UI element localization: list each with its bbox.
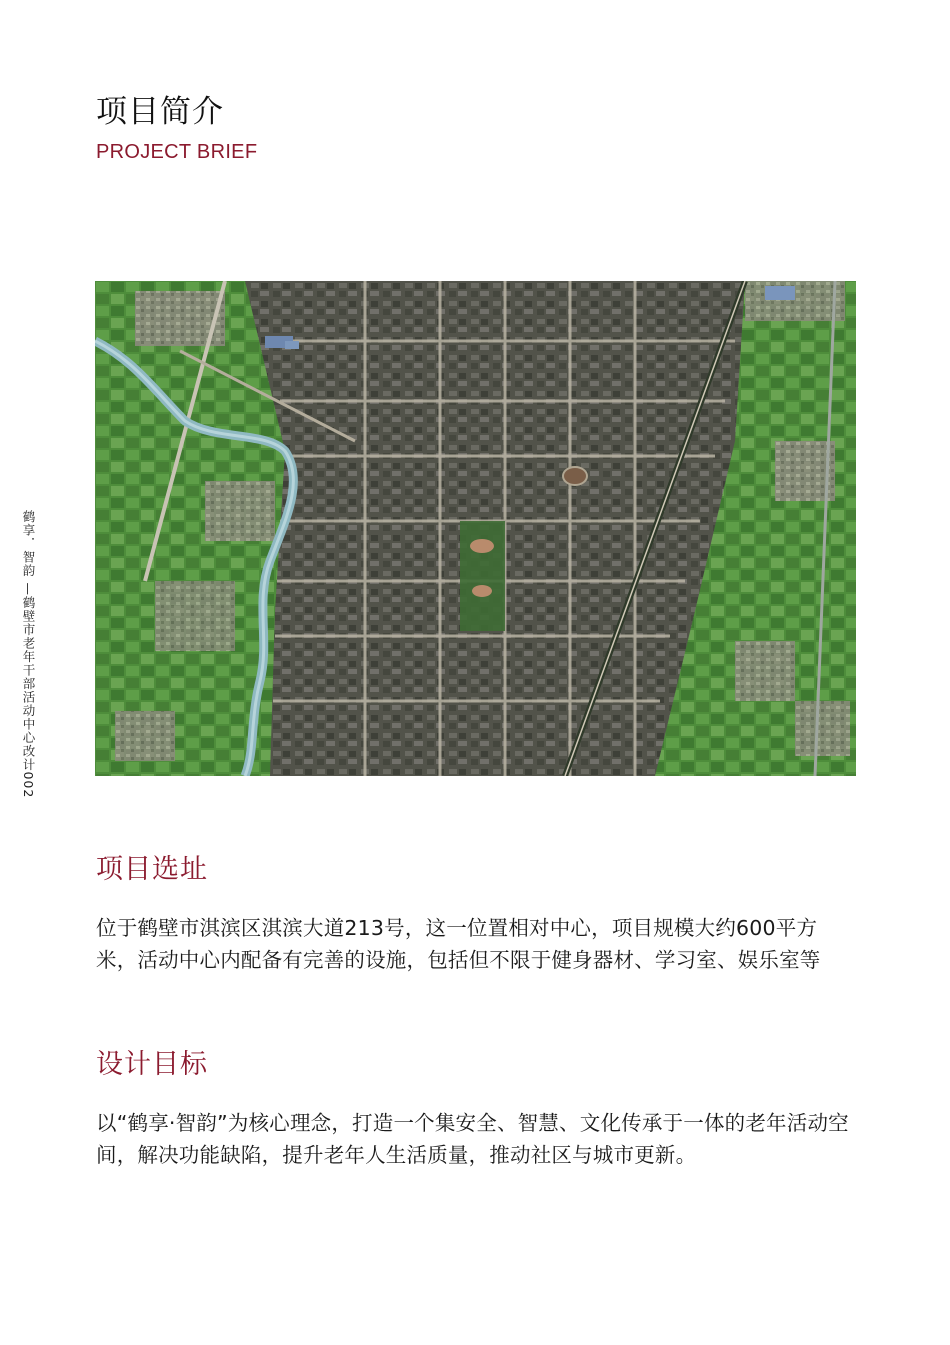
section-body-goal: 以“鹤享·智韵”为核心理念，打造一个集安全、智慧、文化传承于一体的老年活动空间，解决功能缺陷，提升老年人生活质量，推动社区与城市更新。 bbox=[96, 1111, 849, 1167]
section-body-site: 位于鹤壁市淇滨区淇滨大道213号，这一位置相对中心，项目规模大约600平方米，活动中心内配备有完善的设施，包括但不限于健身器材、学习室、娱乐室等 bbox=[96, 916, 821, 972]
satellite-map-image bbox=[95, 281, 856, 776]
page-subtitle: PROJECT BRIEF bbox=[96, 141, 258, 163]
section-heading-goal: 设计目标 bbox=[96, 1049, 208, 1080]
page-title: 项目简介 bbox=[96, 94, 224, 130]
satellite-map-svg bbox=[95, 281, 856, 776]
section-heading-site: 项目选址 bbox=[96, 854, 208, 885]
side-caption: 鹤享．智韵 —鹤壁市老年干部活动中心改计002 bbox=[21, 510, 36, 799]
